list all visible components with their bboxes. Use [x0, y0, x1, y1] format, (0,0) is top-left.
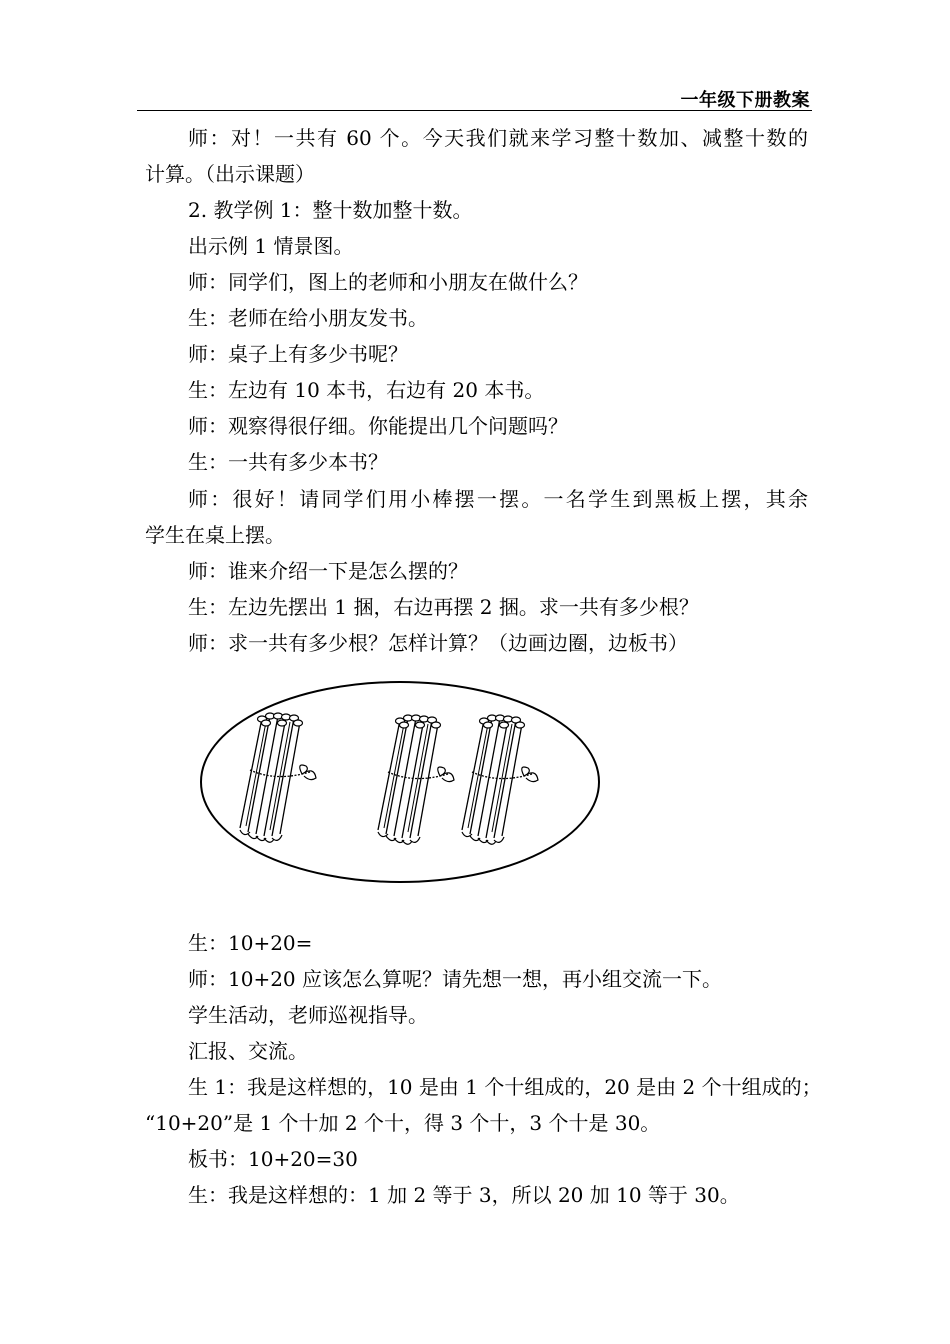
- text-line: 师：10+20 应该怎么算呢？请先想一想，再小组交流一下。: [188, 967, 723, 991]
- text-line: 师：很好！请同学们用小棒摆一摆。一名学生到黑板上摆，其余: [188, 487, 808, 511]
- text-line: 学生在桌上摆。: [145, 523, 285, 547]
- text-line: 出示例 1 情景图。: [188, 234, 354, 258]
- text-line: 生：左边先摆出 1 捆，右边再摆 2 捆。求一共有多少根？: [188, 595, 699, 619]
- text-line: 生 1：我是这样想的，10 是由 1 个十组成的，20 是由 2 个十组成的；: [188, 1075, 822, 1099]
- text-line: 汇报、交流。: [188, 1039, 308, 1063]
- stick-bundles-figure: [200, 678, 610, 888]
- text-line: 2. 教学例 1：整十数加整十数。: [188, 198, 473, 222]
- text-line: 师：对！一共有 60 个。今天我们就来学习整十数加、减整十数的: [188, 126, 808, 150]
- text-line: 师：求一共有多少根？怎样计算？（边画边圈，边板书）: [188, 631, 688, 655]
- text-line: 师：谁来介绍一下是怎么摆的？: [188, 559, 468, 583]
- text-line: 学生活动，老师巡视指导。: [188, 1003, 428, 1027]
- text-line: 生：老师在给小朋友发书。: [188, 306, 428, 330]
- header-title: 一年级下册教案: [680, 90, 810, 111]
- text-line: 生：10+20=: [188, 931, 313, 955]
- text-line: 师：桌子上有多少书呢？: [188, 342, 408, 366]
- text-line: 生：我是这样想的：1 加 2 等于 3，所以 20 加 10 等于 30。: [188, 1183, 740, 1207]
- text-line: 计算。（出示课题）: [145, 162, 315, 186]
- text-line: 板书：10+20=30: [188, 1147, 358, 1171]
- text-line: 师：观察得很仔细。你能提出几个问题吗？: [188, 414, 568, 438]
- bundles-illustration: [200, 678, 610, 888]
- text-line: 师：同学们，图上的老师和小朋友在做什么？: [188, 270, 588, 294]
- text-line: 生：一共有多少本书？: [188, 450, 388, 474]
- text-line: 生：左边有 10 本书，右边有 20 本书。: [188, 378, 545, 402]
- text-line: “10+20”是 1 个十加 2 个十，得 3 个十，3 个十是 30。: [145, 1111, 661, 1135]
- page-header: [137, 84, 812, 111]
